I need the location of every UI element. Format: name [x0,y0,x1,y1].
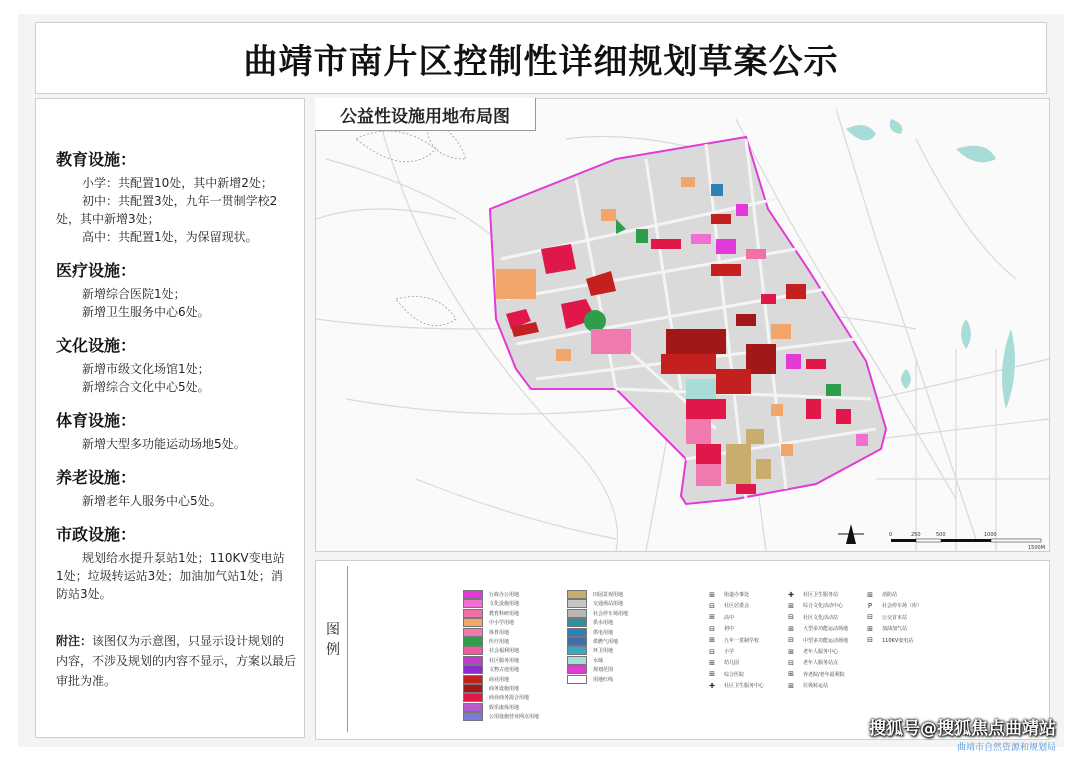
title-box [35,22,1047,94]
page-title: 曲靖市南片区控制性详细规划草案公示 [243,41,839,82]
legend-swatch [567,646,587,655]
legend-item [866,624,907,633]
legend-symbol-icon: ⊞ [867,624,873,633]
legend-item-label: 社会停车场（库） [882,603,923,610]
section-line: 新增老年人服务中心5处。 [82,494,222,508]
section-line: 小学：共配置10处，其中新增2处； [82,176,273,190]
legend-item-label: 高中 [724,614,735,621]
legend-item [866,590,897,599]
section-heading: 市政设施： [56,525,137,544]
legend-swatch [463,675,483,684]
legend-item [787,670,845,679]
legend-item [787,636,848,645]
legend-item-label: 医疗用地 [489,639,510,645]
legend-symbol-icon: ✚ [709,681,715,690]
legend-item-label: 用地红线 [593,676,614,683]
facility-section [56,147,292,246]
scale-label-1500m: 1500M [1028,545,1046,551]
legend-swatch [567,637,587,646]
legend-item-label: 综合文化活动中心 [803,603,844,610]
map-title: 公益性设施用地布局图 [315,98,536,131]
legend-symbol-icon: P [867,601,873,610]
legend-item-label: 商务设施用地 [489,686,520,692]
legend-item [463,684,519,693]
legend-symbol-icon: ⊟ [709,647,715,656]
facility-section [56,465,292,510]
legend-item [463,637,509,646]
scale-label-250: 250 [911,532,921,538]
section-heading: 教育设施： [56,150,137,169]
legend-item-label: 大型多功能运动场地 [803,626,849,633]
legend-swatch [463,693,483,702]
legend-symbol-icon: ⊞ [709,636,715,645]
legend-swatch [463,684,483,693]
legend-item-label: 综合医院 [724,671,745,678]
legend-item-label: 幼儿园 [724,660,740,667]
section-line: 新增综合文化中心5处。 [82,380,210,394]
legend-item [866,613,907,622]
legend-item [567,637,618,646]
legend-item-label: 行政办公用地 [489,592,520,598]
legend-symbol-icon: ⊟ [867,636,873,645]
legend-swatch [463,656,483,665]
legend-swatch [567,675,587,684]
legend-item-label: 中型多功能运动场地 [803,637,849,644]
scale-label-1000: 1000 [984,532,997,538]
legend-item [708,647,734,656]
legend-symbol-icon: ⊟ [788,658,794,667]
legend-item-label: 商业商务混合用地 [489,695,530,702]
legend-item [708,636,759,645]
legend-item [787,601,843,610]
legend-item-label: 田园景观用地 [593,592,624,598]
legend-item [866,636,913,645]
legend-item [567,665,613,674]
facility-section [56,522,292,603]
section-line: 新增大型多功能运动场地5处。 [82,437,246,451]
legend-swatch [463,590,483,599]
legend-item [463,656,519,665]
legend-item [567,675,613,684]
legend-item-label: 社区文化活动站 [803,614,839,621]
legend-item [463,703,519,712]
section-line: 规划给水提升泵站1处；110KV变电站1处；垃圾转运站3处；加油加气站1处；消防站3处。 [56,551,285,601]
legend-swatch [463,665,483,674]
legend-item-label: 供水用地 [593,620,614,627]
legend-item [567,590,623,599]
legend-swatch [567,665,587,674]
watermark [869,714,1056,753]
legend-item-label: 中小学用地 [489,620,515,627]
legend-swatch [567,609,587,618]
scale-label-500: 500 [936,532,946,538]
legend-item [708,658,739,667]
legend-item-label: 社区卫生服务站 [803,592,839,598]
legend-item-label: 水域 [593,657,604,664]
legend-item-label: 文物古迹用地 [489,667,520,674]
section-line: 新增市级文化场馆1处； [82,362,210,376]
legend-item-label: 社区居委会 [724,603,750,610]
legend-panel [315,560,1050,740]
section-line: 新增综合医院1处； [82,287,186,301]
facility-sections [56,147,292,603]
section-heading: 文化设施： [56,336,137,355]
legend-item [708,624,734,633]
legend-swatch [463,618,483,627]
legend-swatch [463,646,483,655]
legend-symbol-icon: ⊟ [867,613,873,622]
legend-item [787,658,838,667]
legend-swatch [567,590,587,599]
section-heading: 医疗设施： [56,261,137,280]
legend-item-label: 垃圾转运站 [803,683,829,690]
scale-bar [891,539,1041,542]
legend-item [463,693,529,702]
scale-label-0: 0 [889,532,893,538]
legend-item [463,675,509,684]
legend-item [708,613,734,622]
section-heading: 养老设施： [56,468,137,487]
legend-item-label: 社会停车场用地 [593,610,629,617]
legend-item-label: 社区卫生服务中心 [724,683,765,690]
legend-item-label: 110KV变电站 [882,637,914,644]
legend-item-label: 交通场站用地 [593,601,624,608]
legend-swatch [463,637,483,646]
legend-item [463,628,509,637]
legend-item [787,647,838,656]
map-panel[interactable] [315,98,1050,552]
watermark-subtext: 曲靖市自然资源和规划局 [956,743,1056,753]
legend-item [708,601,749,610]
legend-item [567,609,628,618]
footnote [56,631,296,691]
legend-item-label: 公交首末站 [882,614,908,621]
legend-item [463,590,519,599]
legend-symbol-icon: ⊞ [788,624,794,633]
legend-symbol-icon: ⊟ [788,636,794,645]
legend-swatch [463,712,483,721]
land-use-map [316,99,1049,551]
legend-item [708,681,764,690]
legend-item-label: 社区服务用地 [489,657,520,664]
legend-item [567,628,613,637]
legend-item-label: 老年人服务中心 [803,649,839,655]
legend-item [567,656,603,665]
legend-item [463,609,519,618]
legend-symbol-icon: ✚ [788,590,794,599]
legend-item [708,590,749,599]
legend-divider [347,566,348,732]
legend-item-label: 公用设施营业网点用地 [489,714,540,721]
section-line: 初中：共配置3处，九年一贯制学校2处，其中新增3处； [56,194,278,226]
legend-item-label: 街道办事处 [724,592,750,598]
legend-item [787,624,848,633]
legend-swatch [567,599,587,608]
section-line: 高中：共配置1处，为保留现状。 [82,230,258,244]
legend-item [463,599,519,608]
footnote-text: 该图仅为示意图，只显示设计规划的内容，不涉及规划的内容不显示，方案以最后审批为准。 [56,634,297,688]
legend-symbol-icon: ⊟ [709,601,715,610]
legend-label: 图例 [326,622,340,658]
legend-item [866,601,922,610]
legend-symbol-icon: ⊞ [709,658,715,667]
legend-item [463,646,519,655]
legend-symbol-icon: ⊞ [788,681,794,690]
legend-swatch [463,628,483,637]
legend-item-label: 供电用地 [593,629,614,636]
legend-item-label: 养老院/老年福利院 [803,671,845,678]
facility-section [56,408,292,453]
legend-item-label: 加油加气站 [882,626,908,633]
legend-symbol-icon: ⊞ [788,670,794,679]
legend-swatch [567,618,587,627]
watermark-text: 搜狐号@搜狐焦点曲靖站 [869,719,1056,739]
legend-item-label: 九年一贯制学校 [724,637,760,644]
legend-symbol-icon: ⊞ [788,601,794,610]
legend-item [463,712,539,721]
footnote-label: 附注： [56,634,93,648]
legend-swatch [463,609,483,618]
legend-item [567,618,613,627]
legend-item-label: 环卫用地 [593,648,614,655]
legend-item [463,618,514,627]
legend-item [463,665,519,674]
legend-item-label: 供燃气用地 [593,639,619,645]
legend-item-label: 规划范围 [593,667,614,674]
facility-section [56,258,292,321]
legend-symbol-icon: ⊟ [788,613,794,622]
section-line: 新增卫生服务中心6处。 [82,305,210,319]
legend-symbol-icon: ⊞ [709,670,715,679]
legend-item-label: 老年人服务站点 [803,660,839,667]
legend-item-label: 教育科研用地 [489,610,520,617]
facilities-panel [35,98,305,738]
legend-symbol-icon: ⊞ [867,590,873,599]
legend-item [567,599,623,608]
legend-item-label: 社会福利用地 [489,648,520,655]
legend-item [567,646,613,655]
legend-item [787,681,828,690]
legend-swatch [463,599,483,608]
legend-item-label: 商业用地 [489,676,510,683]
legend-item-label: 消防站 [882,592,898,598]
legend-item-label: 小学 [724,649,735,655]
legend-item [708,670,744,679]
legend-item-label: 文化设施用地 [489,601,520,608]
section-heading: 体育设施： [56,411,137,430]
legend-symbol-icon: ⊞ [788,647,794,656]
legend-item-label: 初中 [724,626,735,633]
legend-item-label: 体育用地 [489,629,510,636]
legend-swatch [567,628,587,637]
legend-symbol-icon: ⊟ [709,624,715,633]
legend-item [787,590,838,599]
legend-symbol-icon: ⊞ [709,590,715,599]
legend-item-label: 娱乐康体用地 [489,704,520,711]
facility-section [56,333,292,396]
legend-swatch [463,703,483,712]
legend-symbol-icon: ⊞ [709,613,715,622]
legend-item [787,613,838,622]
legend-swatch [567,656,587,665]
